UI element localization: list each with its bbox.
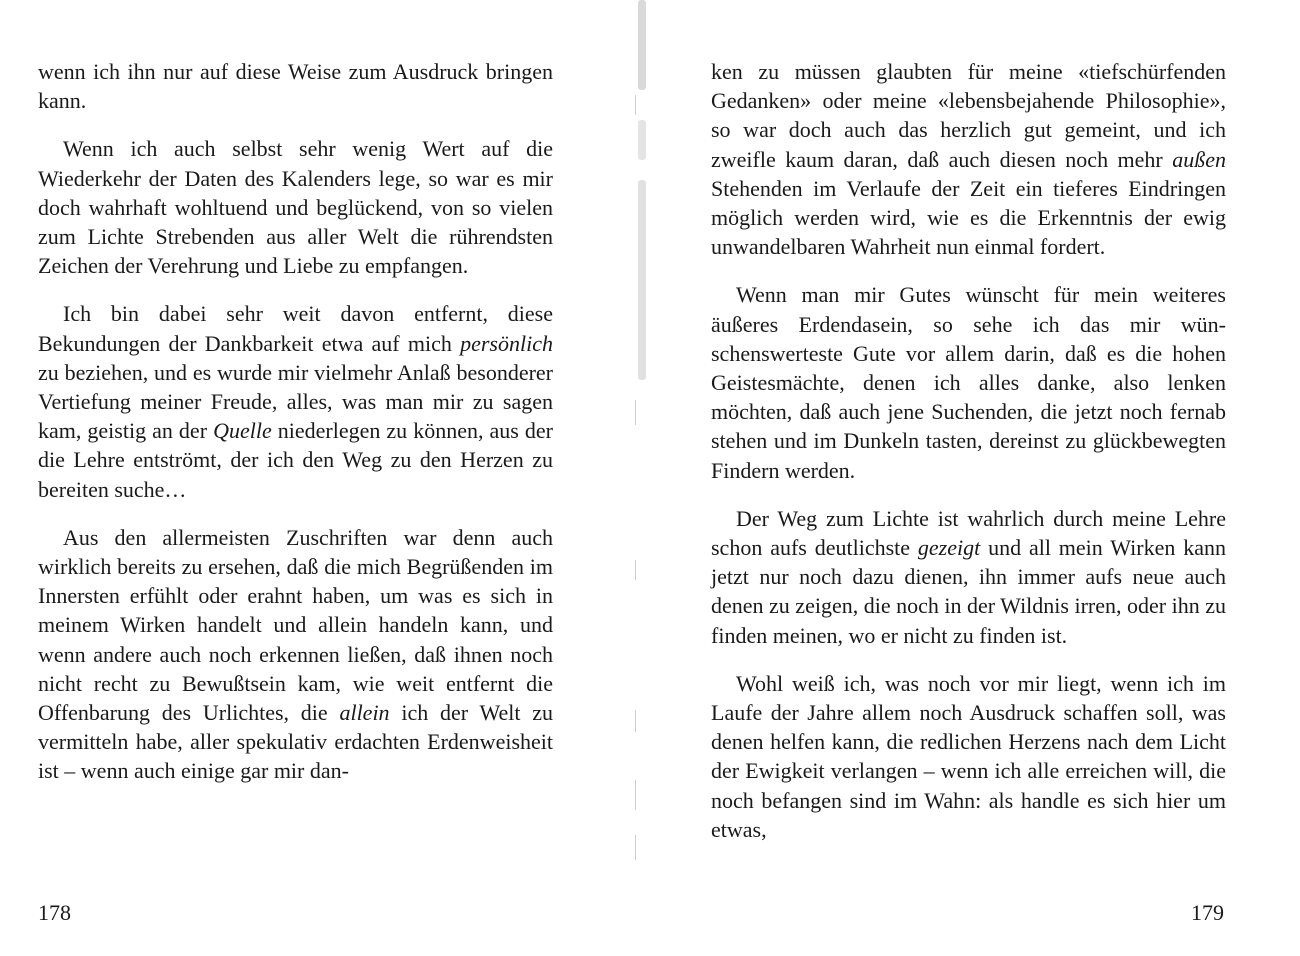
italic-text: persönlich — [460, 330, 553, 356]
text-run: Aus den allermeisten Zuschriften war denn auch wirklich bereits zu ersehen, daß die mich Begrüßenden im Innersten erfühlt oder erahnt haben, um was es sich in meinem Wirken handelt und allein handeln kann, und wenn andere auch noch erkennen ließen, daß ihnen noch nicht recht zu Bewußtsein kam, wie weit entfernt die Offenbarung des Urlichtes, die — [38, 524, 553, 726]
paragraph — [711, 57, 1226, 261]
paragraph — [38, 134, 553, 280]
page-number-left: 178 — [38, 900, 71, 925]
text-run: Ich bin dabei sehr weit davon entfernt, diese Bekundungen der Dankbarkeit etwa auf mich — [38, 301, 553, 356]
left-page — [38, 57, 553, 805]
italic-text: gezeigt — [917, 535, 981, 561]
paragraph — [38, 299, 553, 503]
text-run: und all mein Wirken kann jetzt nur noch dazu dienen, ihn immer aufs neue auch denen zu zeigen, die noch in der Wildnis irren, oder ihn zu finden meinen, wo er nicht zu finden ist. — [711, 535, 1226, 648]
text-run: niederlegen zu können, aus der die Lehre entströmt, der ich den Weg zu den Herzen zu bereiten suche… — [38, 418, 553, 502]
page-number-right: 179 — [1191, 900, 1224, 925]
text-run: zu beziehen, und es wurde mir vielmehr Anlaß besonderer Vertiefung meiner Freude, alles, was man mir zu sagen kam, geistig an der — [38, 359, 553, 444]
text-run: Wenn man mir Gutes wünscht für mein weiteres äußeres Erdendasein, so sehe ich das mir wünschenswerteste Gute vor allem darin, daß es die hohen Geistesmächte, denen ich alles danke, also lenken möchten, daß auch jene Suchenden, die jetzt noch fernab stehen und im Dunkeln tasten, dereinst zu glückbewegten Findern werden. — [711, 282, 1226, 483]
text-run: wenn ich ihn nur auf diese Weise zum Ausdruck bringen kann. — [38, 59, 553, 114]
text-run: ich der Welt zu vermitteln habe, aller spekulativ erdachten Erdenweisheit ist – wenn auch einige gar mir dan- — [38, 700, 553, 784]
italic-text: außen — [1172, 146, 1226, 172]
paragraph — [711, 280, 1226, 484]
right-page — [711, 57, 1226, 863]
text-run: Wohl weiß ich, was noch vor mir liegt, wenn ich im Laufe der Jahre allem noch Ausdruck schaffen soll, was denen helfen kann, die redlichen Herzens nach dem Licht der Ewigkeit verlangen – wenn ich alle erreichen will, die noch befangen sind im Wahn: als handle es sich hier um etwas, — [711, 670, 1226, 842]
paragraph — [711, 504, 1226, 650]
paragraph — [711, 669, 1226, 844]
italic-text: allein — [339, 700, 390, 726]
text-run: Stehenden im Verlaufe der Zeit ein tieferes Eindringen möglich werden wird, wie es die Erkenntnis der ewig unwandelbaren Wahrheit nun einmal fordert. — [711, 175, 1226, 260]
text-run: Der Weg zum Lichte ist wahrlich durch meine Lehre schon aufs deutlichste — [711, 505, 1226, 561]
text-run: ken zu müssen glaubten für meine «tiefschürfenden Gedanken» oder meine «lebensbejahende Philosophie», so war doch auch das herzlich gut gemeint, und ich zweifle kaum daran, daß auch diesen noch mehr — [711, 59, 1226, 172]
text-run: Wenn ich auch selbst sehr wenig Wert auf die Wiederkehr der Daten des Kalenders lege, so war es mir doch wahrhaft wohltuend und beglückend, von so vielen zum Lichte Strebenden aus aller Welt die rührendsten Zeichen der Verehrung und Liebe zu empfangen. — [38, 136, 553, 279]
book-gutter — [628, 0, 658, 956]
paragraph — [38, 523, 553, 786]
paragraph — [38, 57, 553, 115]
italic-text: Quelle — [213, 418, 272, 444]
